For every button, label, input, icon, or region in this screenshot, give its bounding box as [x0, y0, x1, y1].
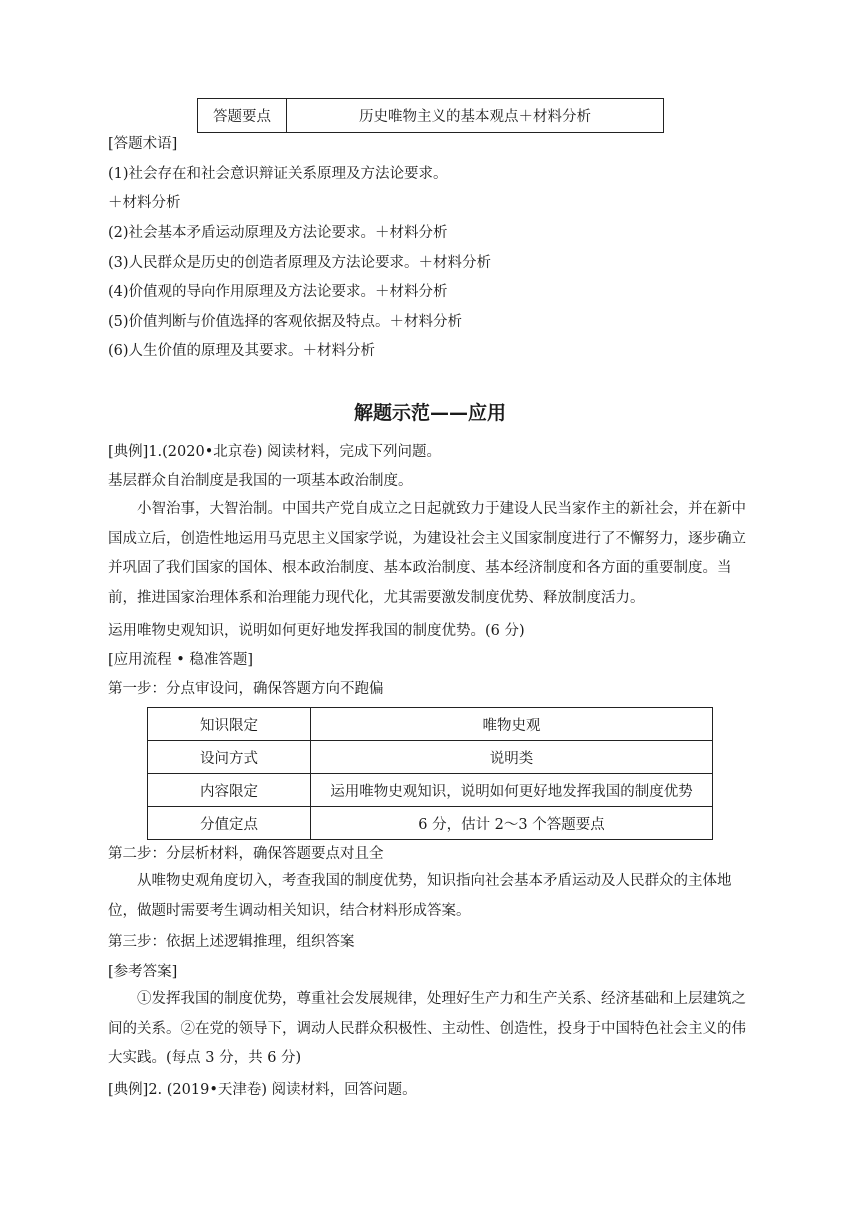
- terms-item: (6)人生价值的原理及其要求。＋材料分析: [108, 343, 376, 359]
- step-3: 第三步：依据上述逻辑推理，组织答案: [108, 934, 355, 950]
- terms-item: (4)价值观的导向作用原理及方法论要求。＋材料分析: [108, 284, 448, 300]
- terms-item: (2)社会基本矛盾运动原理及方法论要求。＋材料分析: [108, 225, 448, 241]
- terms-item: ＋材料分析: [108, 195, 181, 211]
- table-row: [148, 807, 713, 840]
- terms-item: (1)社会存在和社会意识辩证关系原理及方法论要求。: [108, 166, 448, 182]
- table-cell-label: 内容限定: [148, 774, 311, 807]
- table-cell-value: 运用唯物史观知识，说明如何更好地发挥我国的制度优势: [311, 774, 713, 807]
- table-cell-value: 唯物史观: [311, 708, 713, 741]
- example-paragraph: 基层群众自治制度是我国的一项基本政治制度。: [108, 473, 413, 489]
- table-row: [148, 708, 713, 741]
- answer-heading: [参考答案]: [108, 964, 178, 980]
- example-question: 运用唯物史观知识，说明如何更好地发挥我国的制度优势。(6 分): [108, 623, 525, 639]
- table-row: [198, 99, 664, 133]
- answer-points-table: [197, 98, 664, 133]
- section-title: 解题示范——应用: [353, 402, 506, 424]
- step-2: 第二步：分层析材料，确保答题要点对且全: [108, 846, 384, 862]
- terms-item: (5)价值判断与价值选择的客观依据及特点。＋材料分析: [108, 314, 463, 330]
- table-cell-label: 知识限定: [148, 708, 311, 741]
- step-2-text: 从唯物史观角度切入，考查我国的制度优势，知识指向社会基本矛盾运动及人民群众的主体地位，做题时需要考生调动相关知识，结合材料形成答案。: [108, 873, 732, 919]
- table-cell-label: 设问方式: [148, 741, 311, 774]
- example-2-intro: [典例]2. (2019•天津卷) 阅读材料，回答问题。: [108, 1082, 417, 1098]
- flow-heading: [应用流程 • 稳准答题]: [108, 652, 254, 668]
- analysis-table: [147, 707, 713, 840]
- step-1: 第一步：分点审设问，确保答题方向不跑偏: [108, 681, 384, 697]
- table-cell-label: 答题要点: [198, 99, 287, 133]
- terms-heading: [答题术语]: [108, 136, 178, 152]
- table-cell-value: 说明类: [311, 741, 713, 774]
- table-cell-value: 历史唯物主义的基本观点＋材料分析: [287, 99, 664, 133]
- example-material: 小智治事，大智治制。中国共产党自成立之日起就致力于建设人民当家作主的新社会，并在新中国成立后，创造性地运用马克思主义国家学说，为建设社会主义国家制度进行了不懈努力，逐步确立并巩固了我们国家的国体、根本政治制度、基本政治制度、基本经济制度和各方面的重要制度。当前，推进国家治理体系和治理能力现代化，尤其需要激发制度优势、释放制度活力。: [108, 501, 746, 606]
- table-row: [148, 774, 713, 807]
- terms-item: (3)人民群众是历史的创造者原理及方法论要求。＋材料分析: [108, 255, 492, 271]
- example-intro: [典例]1.(2020•北京卷) 阅读材料，完成下列问题。: [108, 444, 442, 460]
- table-cell-label: 分值定点: [148, 807, 311, 840]
- answer-text: ①发挥我国的制度优势，尊重社会发展规律，处理好生产力和生产关系、经济基础和上层建筑之间的关系。②在党的领导下，调动人民群众积极性、主动性、创造性，投身于中国特色社会主义的伟大实践。(每点 3 分，共 6 分): [108, 991, 746, 1066]
- table-row: [148, 741, 713, 774]
- table-cell-value: 6 分，估计 2～3 个答题要点: [311, 807, 713, 840]
